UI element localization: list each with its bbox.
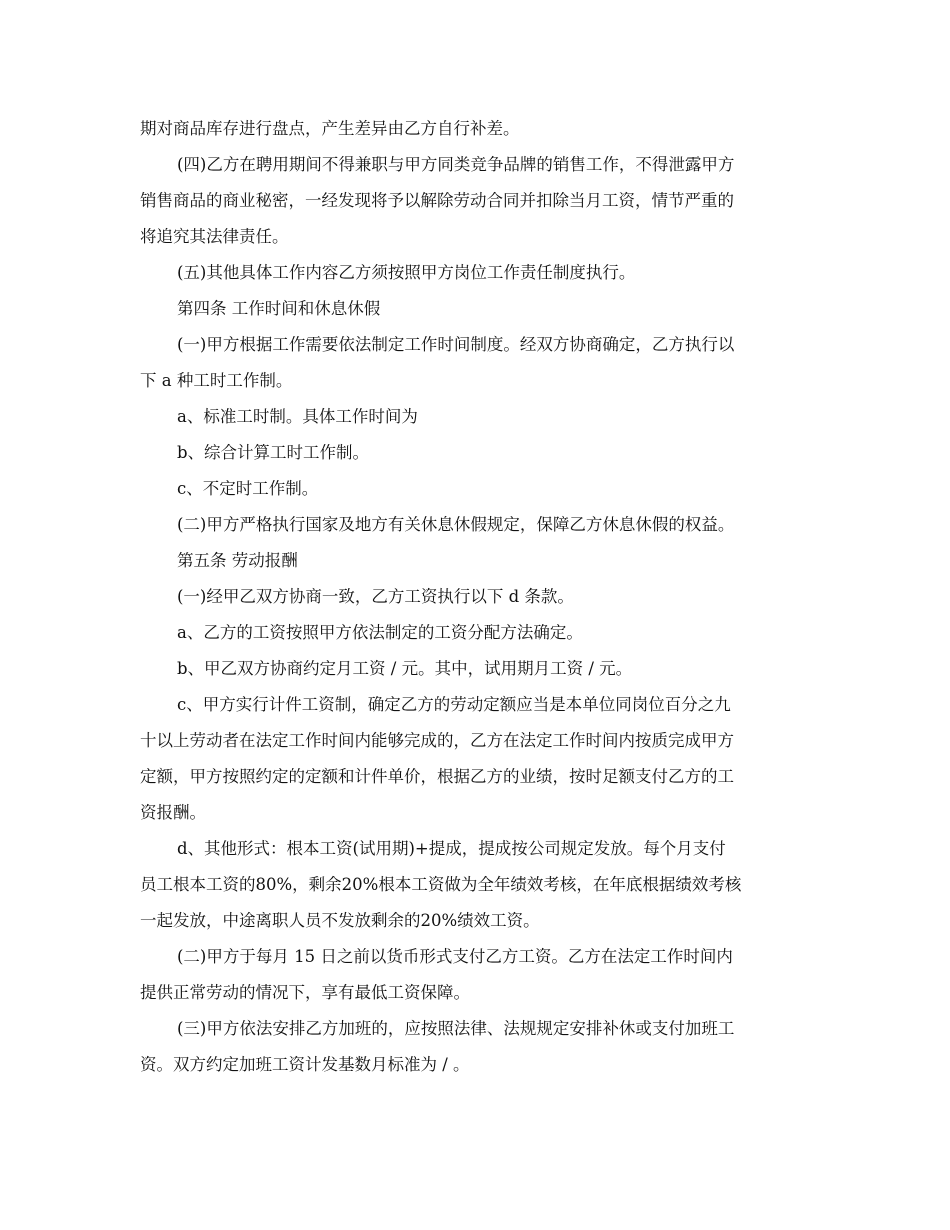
text-line: 资。双方约定加班工资计发基数月标准为 / 。	[140, 1055, 470, 1074]
text-line: (五)其他具体工作内容乙方须按照甲方岗位工作责任制度执行。	[177, 263, 636, 282]
text-line: (四)乙方在聘用期间不得兼职与甲方同类竞争品牌的销售工作，不得泄露甲方	[177, 155, 735, 174]
text-line: b、综合计算工时工作制。	[177, 443, 370, 462]
text-line: 十以上劳动者在法定工作时间内能够完成的，乙方在法定工作时间内按质完成甲方	[140, 731, 734, 750]
text-line: 员工根本工资的80%，剩余20%根本工资做为全年绩效考核，在年底根据绩效考核	[140, 875, 742, 894]
text-line: 定额，甲方按照约定的定额和计件单价，根据乙方的业绩，按时足额支付乙方的工	[140, 767, 734, 786]
section-heading: 第四条 工作时间和休息休假	[177, 299, 381, 318]
text-line: (二)甲方于每月 15 日之前以货币形式支付乙方工资。乙方在法定工作时间内	[177, 947, 733, 966]
text-line: (一)甲方根据工作需要依法制定工作时间制度。经双方协商确定，乙方执行以	[177, 335, 735, 354]
text-line: a、乙方的工资按照甲方依法制定的工资分配方法确定。	[177, 623, 583, 642]
text-line: 提供正常劳动的情况下，享有最低工资保障。	[140, 983, 470, 1002]
text-line: (一)经甲乙双方协商一致，乙方工资执行以下 d 条款。	[177, 587, 574, 606]
text-line: (二)甲方严格执行国家及地方有关休息休假规定，保障乙方休息休假的权益。	[177, 515, 735, 534]
text-line: 期对商品库存进行盘点，产生差异由乙方自行补差。	[140, 119, 520, 138]
text-line: c、不定时工作制。	[177, 479, 319, 498]
text-line: 资报酬。	[140, 803, 206, 822]
text-line: c、甲方实行计件工资制，确定乙方的劳动定额应当是本单位同岗位百分之九	[177, 695, 731, 714]
text-line: b、甲乙双方协商约定月工资 / 元。其中，试用期月工资 / 元。	[177, 659, 633, 678]
text-line: a、标准工时制。具体工作时间为	[177, 407, 418, 426]
text-line: 销售商品的商业秘密，一经发现将予以解除劳动合同并扣除当月工资，情节严重的	[140, 191, 734, 210]
text-line: 下 a 种工时工作制。	[140, 371, 293, 390]
text-line: 一起发放，中途离职人员不发放剩余的20%绩效工资。	[140, 911, 540, 930]
section-heading: 第五条 劳动报酬	[177, 551, 298, 570]
text-line: (三)甲方依法安排乙方加班的，应按照法律、法规规定安排补休或支付加班工	[177, 1019, 735, 1038]
text-line: 将追究其法律责任。	[140, 227, 289, 246]
text-line: d、其他形式：根本工资(试用期)+提成，提成按公司规定发放。每个月支付	[177, 839, 726, 858]
